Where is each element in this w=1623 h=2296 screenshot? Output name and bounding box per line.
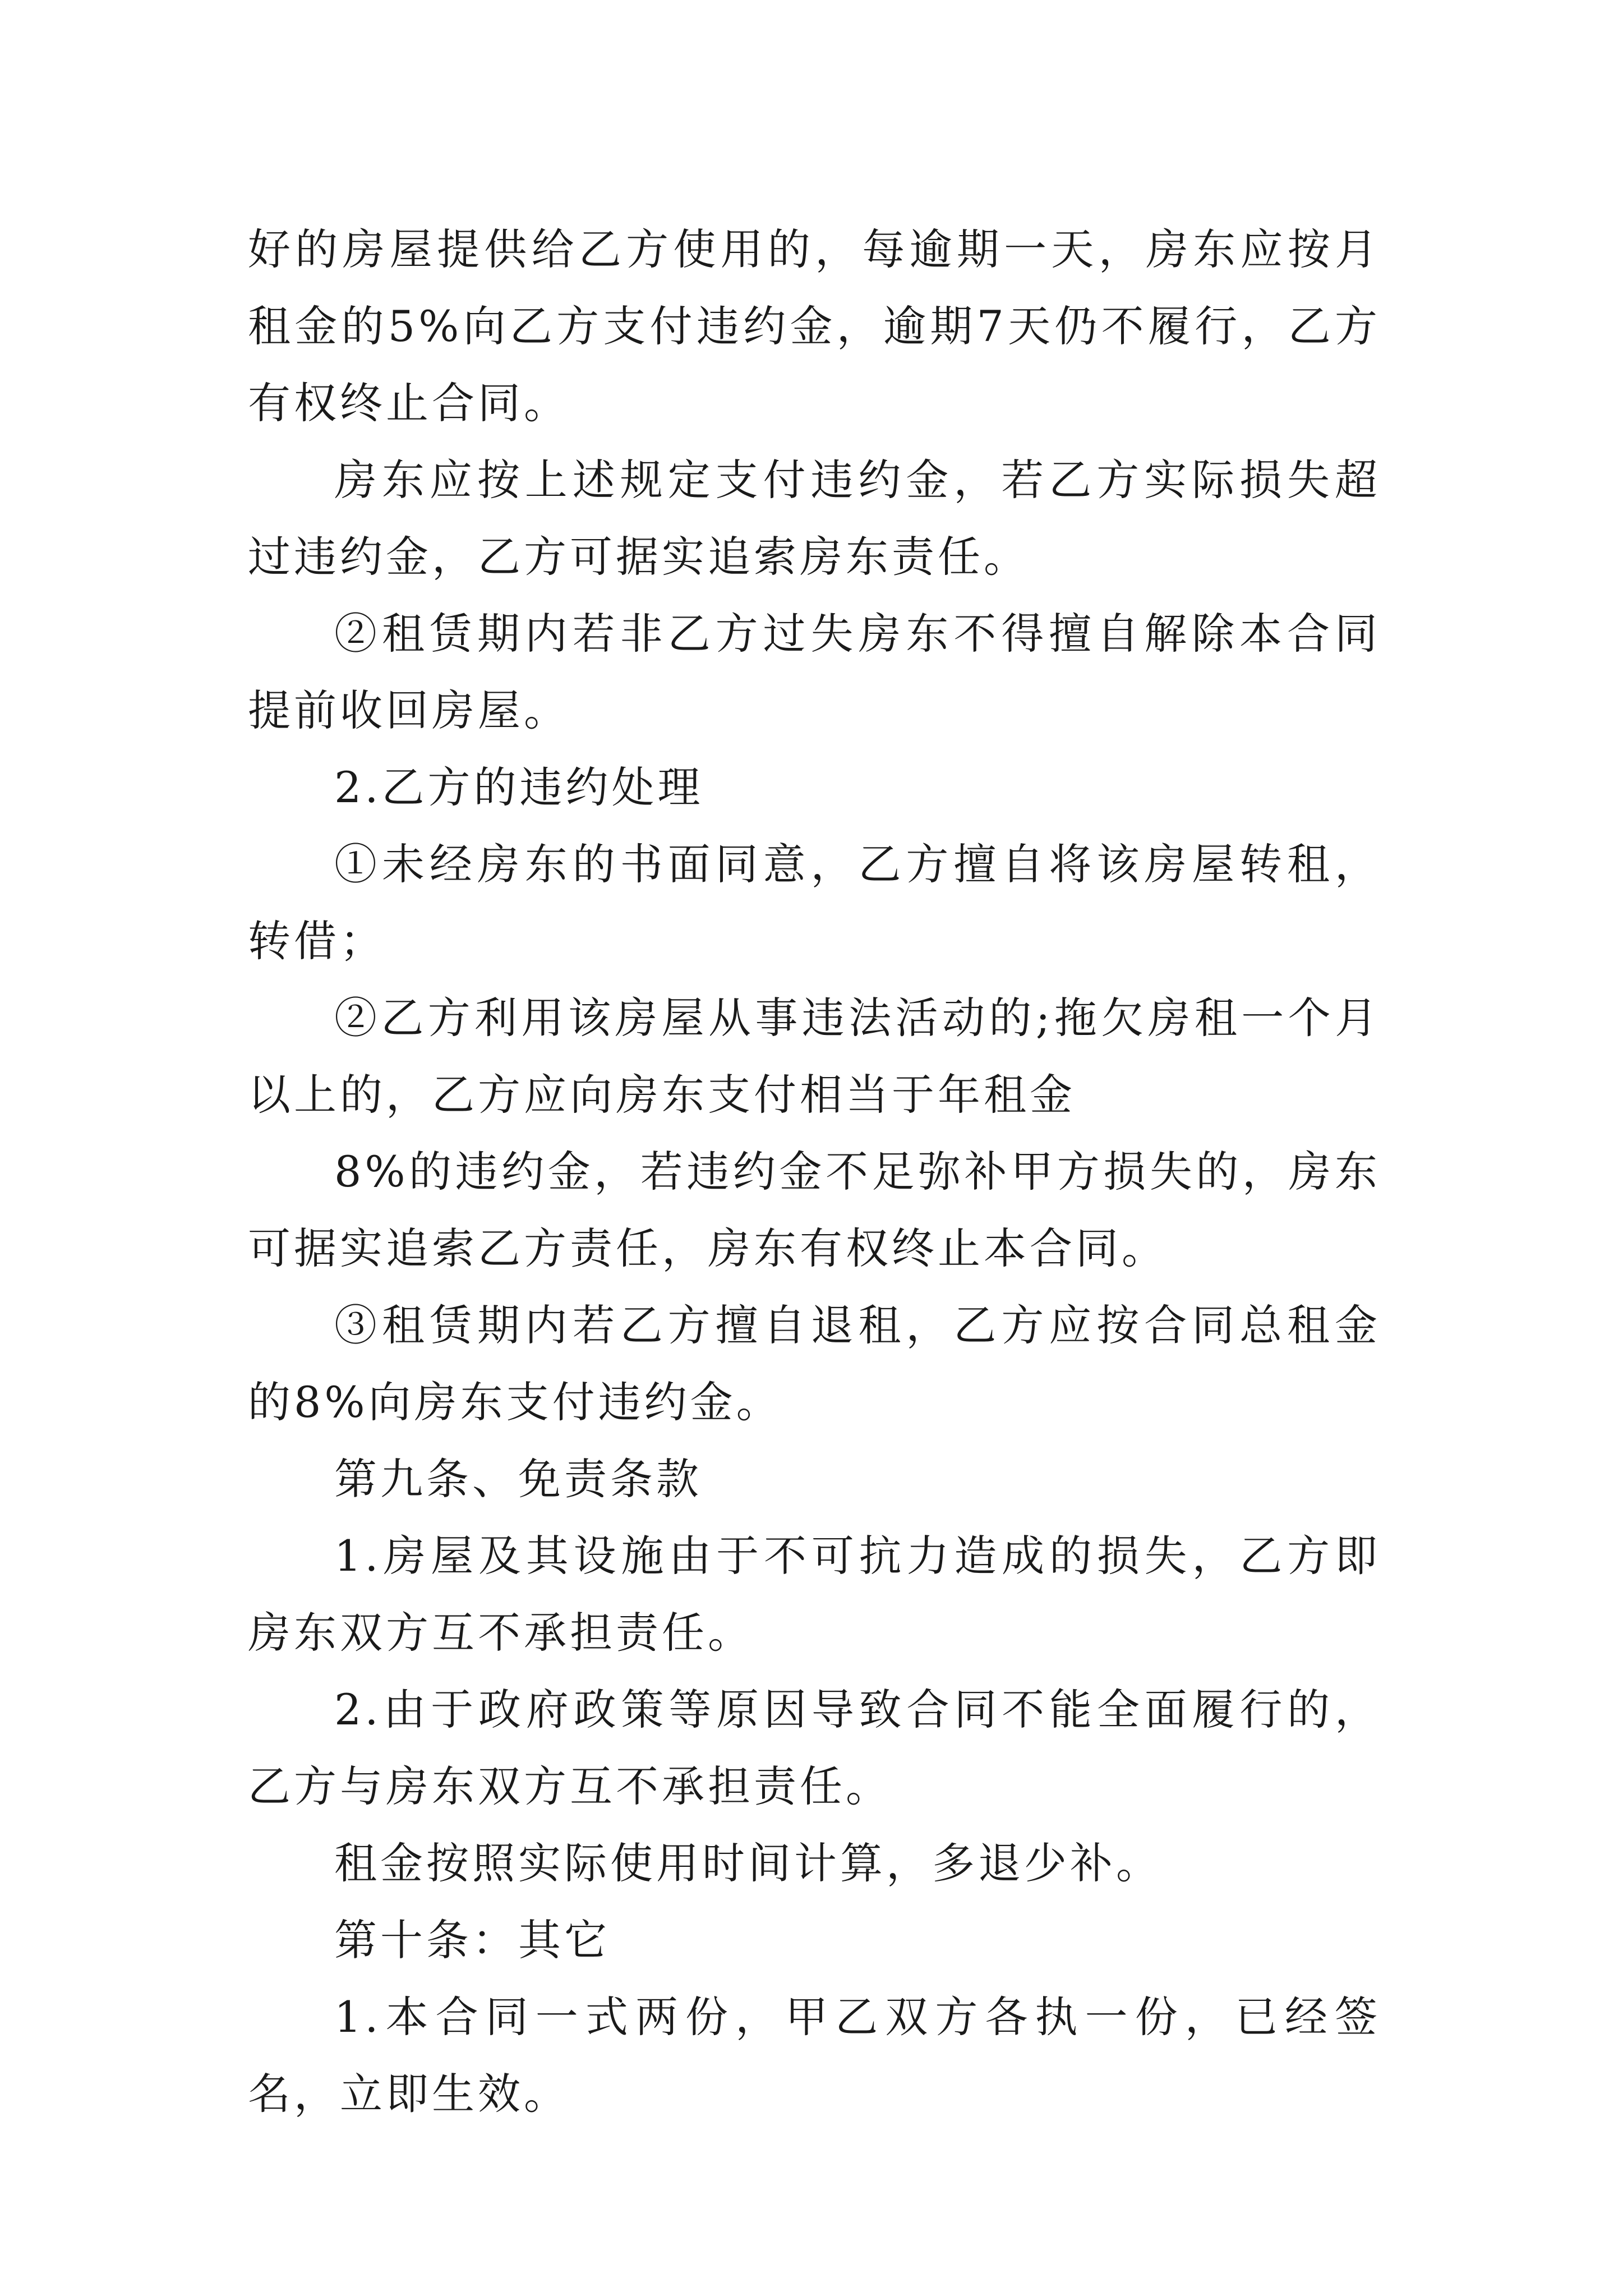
heading-article-nine: 第九条、免责条款 [334, 1454, 702, 1504]
paragraph-landlord-penalty-pursuit: 房东应按上述规定支付违约金，若乙方实际损失超过违约金，乙方可据实追索房东责任。 [248, 455, 1381, 582]
paragraph-no-sublease: ①未经房东的书面同意，乙方擅自将该房屋转租，转借； [248, 839, 1381, 966]
paragraph-rent-settlement: 租金按照实际使用时间计算，多退少补。 [334, 1838, 1162, 1888]
paragraph-landlord-delay-penalty: 好的房屋提供给乙方使用的，每逾期一天，房东应按月租金的5%向乙方支付违约金，逾期7天仍不履行，乙方有权终止合同。 [248, 224, 1381, 428]
heading-article-ten: 第十条：其它 [334, 1915, 610, 1965]
paragraph-early-withdrawal: ③租赁期内若乙方擅自退租，乙方应按合同总租金的8%向房东支付违约金。 [248, 1300, 1381, 1427]
paragraph-government-policy: 2.由于政府政策等原因导致合同不能全面履行的，乙方与房东双方互不承担责任。 [248, 1685, 1381, 1811]
paragraph-no-early-termination: ②租赁期内若非乙方过失房东不得擅自解除本合同提前收回房屋。 [248, 609, 1381, 735]
document-body [248, 211, 1381, 2132]
paragraph-force-majeure: 1.房屋及其设施由于不可抗力造成的损失，乙方即房东双方互不承担责任。 [248, 1531, 1381, 1658]
heading-tenant-breach: 2.乙方的违约处理 [334, 762, 704, 812]
paragraph-illegal-use-arrears: ②乙方利用该房屋从事违法活动的;拖欠房租一个月以上的，乙方应向房东支付相当于年租金 [248, 993, 1381, 1120]
paragraph-copies-effective: 1.本合同一式两份，甲乙双方各执一份，已经签名，立即生效。 [248, 1992, 1381, 2119]
paragraph-tenant-penalty: 8%的违约金，若违约金不足弥补甲方损失的，房东可据实追索乙方责任，房东有权终止本合同。 [248, 1147, 1381, 1273]
